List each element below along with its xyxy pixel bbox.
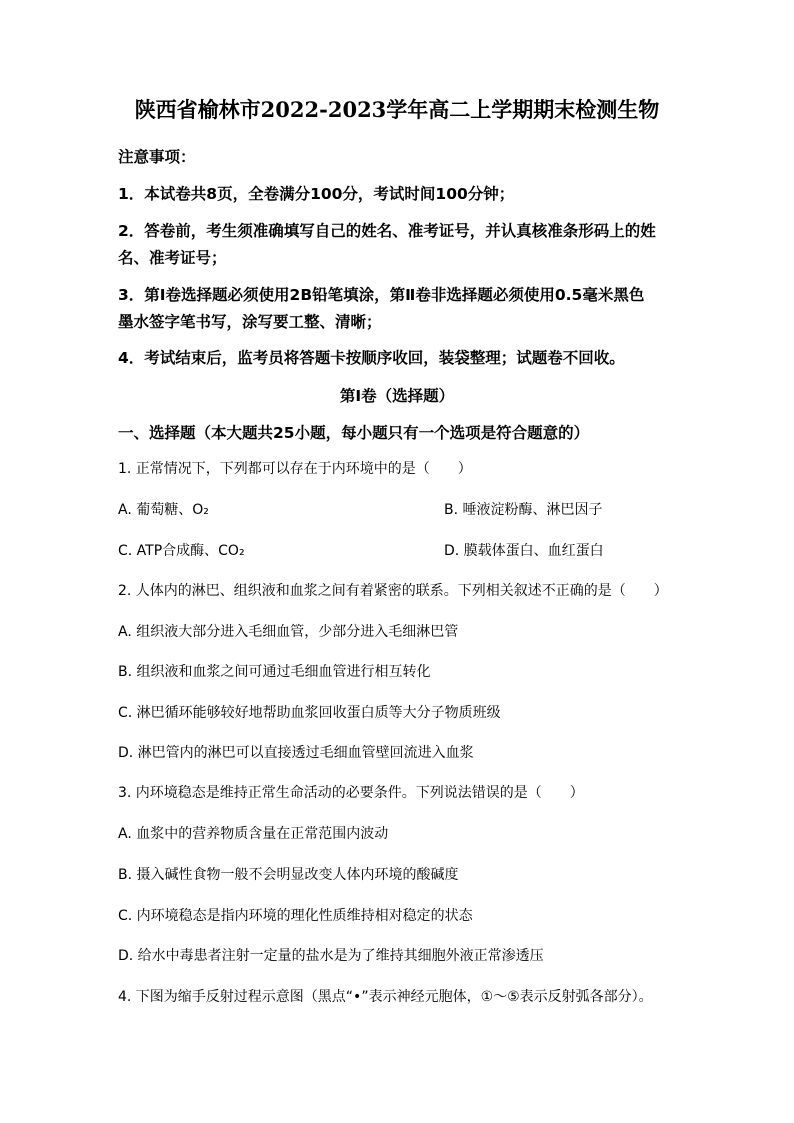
question-3-stem: 3. 内环境稳态是维持正常生命活动的必要条件。下列说法错误的是（ ） [118,785,584,801]
notice-item-4: 4．考试结束后，监考员将答题卡按顺序收回，装袋整理；试题卷不回收。 [118,349,625,367]
part-title: 第Ⅰ卷（选择题） [339,387,455,405]
question-1-option-b: B. 唾液淀粉酶、淋巴因子 [444,502,603,518]
question-2-option-b: B. 组织液和血浆之间可通过毛细血管进行相互转化 [118,664,431,680]
question-1-stem: 1. 正常情况下，下列都可以存在于内环境中的是（ ） [118,461,472,477]
question-1-option-d: D. 膜载体蛋白、血红蛋白 [444,543,604,559]
question-4-stem: 4. 下图为缩手反射过程示意图（黑点“•”表示神经元胞体，①～⑤表示反射弧各部分）。 [118,989,653,1005]
notice-heading: 注意事项： [118,148,196,166]
question-3-option-c: C. 内环境稳态是指内环境的理化性质维持相对稳定的状态 [118,908,473,924]
notice-item-3-cont: 墨水签字笔书写，涂写要工整、清晰； [118,313,382,331]
question-2-option-c: C. 淋巴循环能够较好地帮助血浆回收蛋白质等大分子物质班级 [118,705,501,721]
question-3-option-a: A. 血浆中的营养物质含量在正常范围内波动 [118,826,389,842]
page-title: 陕西省榆林市2022-2023学年高二上学期期末检测生物 [134,97,660,122]
question-1-option-a: A. 葡萄糖、O₂ [118,502,209,518]
question-3-option-b: B. 摄入碱性食物一般不会明显改变人体内环境的酸碱度 [118,867,459,883]
question-2-option-a: A. 组织液大部分进入毛细血管，少部分进入毛细淋巴管 [118,624,459,640]
question-3-option-d: D. 给水中毒患者注射一定量的盐水是为了维持其细胞外液正常渗透压 [118,948,544,964]
section-title: 一、选择题（本大题共25小题，每小题只有一个选项是符合题意的） [118,424,590,442]
notice-item-2-cont: 名、准考证号； [118,249,227,267]
question-2-stem: 2. 人体内的淋巴、组织液和血浆之间有着紧密的联系。下列相关叙述不正确的是（ ） [118,583,668,599]
notice-item-3: 3．第Ⅰ卷选择题必须使用2B铅笔填涂，第Ⅱ卷非选择题必须使用0.5毫米黑色 [118,286,645,304]
question-2-option-d: D. 淋巴管内的淋巴可以直接透过毛细血管壁回流进入血浆 [118,745,474,761]
question-1-option-c: C. ATP合成酶、CO₂ [118,543,245,559]
notice-item-2: 2．答卷前，考生须准确填写自己的姓名、准考证号，并认真核准条形码上的姓 [118,222,656,240]
notice-item-1: 1．本试卷共8页，全卷满分100分，考试时间100分钟； [118,185,515,203]
